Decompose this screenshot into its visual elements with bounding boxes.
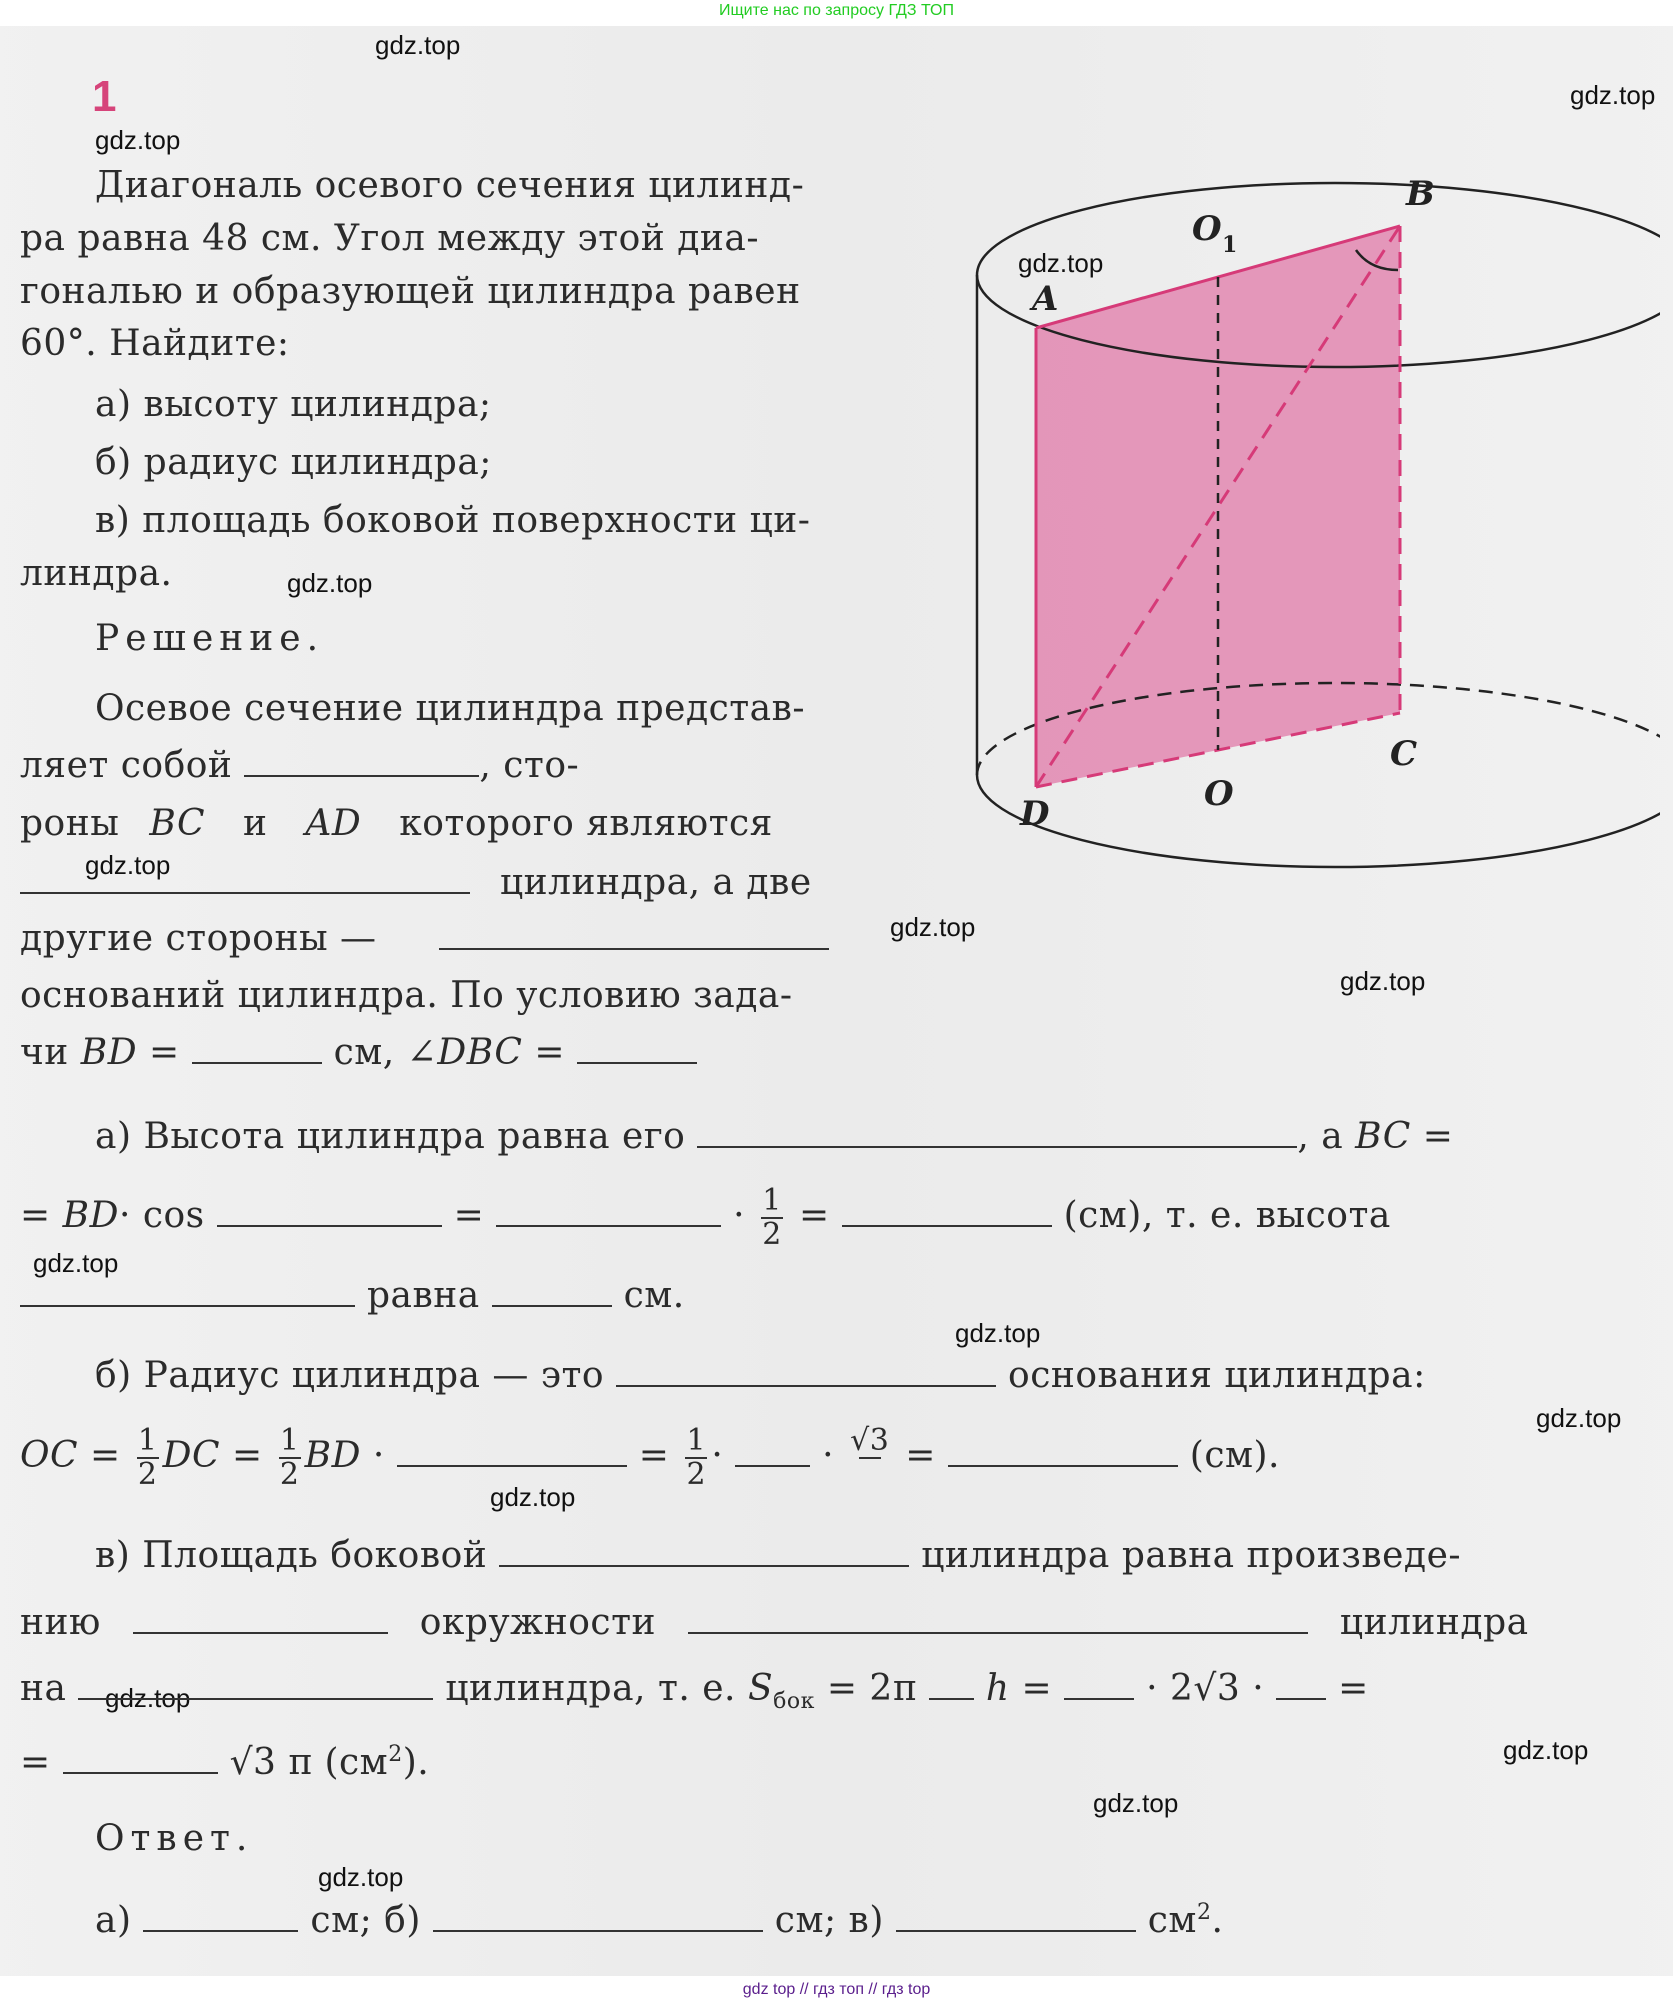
solution-line bbox=[20, 862, 812, 903]
text: а) Высота цилиндра равна его bbox=[95, 1116, 686, 1157]
answer-blank[interactable] bbox=[78, 1668, 433, 1700]
bottom-base-front bbox=[977, 775, 1660, 867]
watermark: gdz.top bbox=[1018, 248, 1104, 278]
part-a-line: = BD· cos = · $\frac{1}{2}$ = (см), т. е. высота bbox=[20, 1183, 1391, 1252]
problem-number: 1 bbox=[92, 72, 117, 121]
answer-blank[interactable] bbox=[1064, 1668, 1134, 1700]
answer-blank[interactable] bbox=[192, 1032, 322, 1064]
watermark: gdz.top bbox=[1503, 1735, 1589, 1765]
part-a-line bbox=[95, 1116, 1453, 1157]
text: см, bbox=[333, 1032, 395, 1073]
text: = bbox=[20, 1195, 51, 1236]
fraction-half: $\frac{1}{2}$ bbox=[137, 1423, 158, 1492]
solution-line: оснований цилиндра. По условию зада- bbox=[20, 975, 793, 1016]
math-ad: AD bbox=[305, 803, 362, 844]
solution-line bbox=[20, 918, 829, 959]
watermark: gdz.top bbox=[318, 1862, 404, 1892]
watermark: gdz.top bbox=[1570, 80, 1656, 110]
text: цилиндра, а две bbox=[499, 862, 812, 903]
answer-blank[interactable] bbox=[20, 1275, 355, 1307]
text: цилиндра равна произведе- bbox=[921, 1535, 1462, 1576]
text: в) Площадь боковой bbox=[95, 1535, 488, 1576]
part-b-line bbox=[95, 1355, 1426, 1396]
text: чи bbox=[20, 1032, 69, 1073]
text: и bbox=[242, 803, 268, 844]
text: см; bbox=[310, 1900, 373, 1941]
solution-line bbox=[20, 803, 773, 844]
math-s: S bbox=[747, 1668, 774, 1709]
answer-title: Ответ. bbox=[95, 1818, 254, 1859]
answer-blank[interactable] bbox=[697, 1116, 1297, 1148]
subscript: бок bbox=[773, 1689, 815, 1715]
answer-blank[interactable] bbox=[133, 1602, 388, 1634]
text: другие стороны — bbox=[20, 918, 377, 959]
answer-blank[interactable] bbox=[948, 1435, 1178, 1467]
cylinder-figure bbox=[960, 160, 1660, 920]
math-angle-dbc: ∠DBC bbox=[406, 1032, 523, 1073]
solution-line bbox=[20, 745, 579, 786]
text: см; bbox=[774, 1900, 837, 1941]
answer-blank[interactable] bbox=[492, 1275, 612, 1307]
answer-blank[interactable] bbox=[577, 1032, 697, 1064]
answer-blank[interactable] bbox=[217, 1195, 442, 1227]
text: = 2π bbox=[826, 1668, 917, 1709]
text: , а bbox=[1297, 1116, 1344, 1157]
answer-c-field[interactable] bbox=[896, 1900, 1136, 1932]
answer-blank[interactable] bbox=[244, 745, 479, 777]
text: = bbox=[534, 1032, 565, 1073]
math-oc: OC bbox=[20, 1435, 79, 1476]
text: цилиндра bbox=[1339, 1602, 1529, 1643]
watermark: gdz.top bbox=[1536, 1403, 1622, 1433]
solution-line: Осевое сечение цилиндра представ- bbox=[95, 688, 806, 729]
text: ). bbox=[402, 1742, 430, 1783]
task-c: в) площадь боковой поверхности ци- bbox=[95, 500, 811, 541]
text: на bbox=[20, 1668, 67, 1709]
text: (см), т. е. высота bbox=[1063, 1195, 1391, 1236]
top-banner[interactable]: Ищите нас по запросу ГДЗ ТОП bbox=[0, 0, 1673, 26]
text: · cos bbox=[118, 1195, 205, 1236]
statement-line: Диагональ осевого сечения цилинд- bbox=[95, 165, 805, 206]
answer-blank[interactable] bbox=[735, 1435, 810, 1467]
text: ляет собой bbox=[20, 745, 233, 786]
label-c: C bbox=[1390, 734, 1418, 774]
superscript: 2 bbox=[388, 1742, 403, 1767]
text: цилиндра, т. е. bbox=[445, 1668, 736, 1709]
answer-blank[interactable] bbox=[1276, 1668, 1326, 1700]
solution-line bbox=[20, 1032, 697, 1073]
text: , сто- bbox=[479, 745, 580, 786]
math-dc: DC bbox=[162, 1435, 221, 1476]
math-bc: BC bbox=[1355, 1116, 1411, 1157]
text: √3 π (см bbox=[229, 1742, 389, 1783]
task-a: а) высоту цилиндра; bbox=[95, 384, 492, 425]
text: окружности bbox=[419, 1602, 657, 1643]
part-c-line bbox=[20, 1742, 429, 1783]
label-o1-sub: 1 bbox=[1222, 232, 1238, 258]
text: (см). bbox=[1189, 1435, 1280, 1476]
watermark: gdz.top bbox=[95, 125, 181, 155]
math-bd: BD bbox=[304, 1435, 361, 1476]
part-b-line: OC = $\frac{1}{2}$ DC = $\frac{1}{2}$ BD · = $\frac{1}{2}$ · · √3 = (см). bbox=[20, 1423, 1280, 1492]
text: в) bbox=[848, 1900, 884, 1941]
text: = bbox=[1422, 1116, 1454, 1157]
watermark: gdz.top bbox=[490, 1482, 576, 1512]
answer-blank[interactable] bbox=[929, 1668, 974, 1700]
answer-line bbox=[95, 1900, 1223, 1941]
text: см. bbox=[623, 1275, 685, 1316]
answer-a-field[interactable] bbox=[143, 1900, 298, 1932]
watermark: gdz.top bbox=[33, 1248, 119, 1278]
answer-blank[interactable] bbox=[496, 1195, 721, 1227]
math-bd: BD bbox=[62, 1195, 119, 1236]
watermark: gdz.top bbox=[287, 568, 373, 598]
fraction-half: $\frac{1}{2}$ bbox=[279, 1423, 300, 1492]
task-c-cont: линдра. bbox=[20, 553, 173, 594]
superscript: 2 bbox=[1196, 1900, 1212, 1925]
statement-line: 60°. Найдите: bbox=[20, 323, 290, 364]
text: = bbox=[1338, 1668, 1369, 1709]
answer-blank[interactable] bbox=[397, 1435, 627, 1467]
label-o: O bbox=[1204, 774, 1234, 814]
text: которого являются bbox=[399, 803, 773, 844]
watermark: gdz.top bbox=[105, 1683, 191, 1713]
task-b: б) радиус цилиндра; bbox=[95, 442, 492, 483]
fraction-half: $\frac{1}{2}$ bbox=[762, 1183, 782, 1252]
math-bc: BC bbox=[149, 803, 205, 844]
answer-blank[interactable] bbox=[439, 918, 829, 950]
answer-blank[interactable] bbox=[499, 1535, 909, 1567]
text: роны bbox=[20, 803, 120, 844]
text: равна bbox=[366, 1275, 480, 1316]
fraction-sqrt3: √3 bbox=[850, 1423, 890, 1458]
text: · 2√3 · bbox=[1146, 1668, 1265, 1709]
text: основания цилиндра: bbox=[1008, 1355, 1426, 1396]
part-c-line bbox=[20, 1668, 1369, 1714]
answer-blank[interactable] bbox=[616, 1355, 996, 1387]
part-c-line bbox=[95, 1535, 1461, 1576]
text: б) bbox=[384, 1900, 421, 1941]
label-o1: O bbox=[1192, 209, 1222, 249]
text: = bbox=[20, 1742, 51, 1783]
watermark: gdz.top bbox=[375, 30, 461, 60]
text: а) bbox=[95, 1900, 132, 1941]
answer-blank[interactable] bbox=[842, 1195, 1052, 1227]
statement-line: ра равна 48 см. Угол между этой диа- bbox=[20, 218, 759, 259]
math-bd: BD bbox=[80, 1032, 138, 1073]
text: = bbox=[1021, 1668, 1053, 1709]
watermark: gdz.top bbox=[1093, 1788, 1179, 1818]
text: см bbox=[1147, 1900, 1197, 1941]
answer-blank[interactable] bbox=[20, 862, 470, 894]
answer-blank[interactable] bbox=[688, 1602, 1308, 1634]
text: = bbox=[149, 1032, 180, 1073]
label-d: D bbox=[1020, 794, 1050, 834]
text: . bbox=[1211, 1900, 1224, 1941]
text: б) Радиус цилиндра — это bbox=[95, 1355, 605, 1396]
solution-title: Решение. bbox=[95, 618, 325, 659]
watermark: gdz.top bbox=[1340, 966, 1426, 996]
fraction-half: $\frac{1}{2}$ bbox=[686, 1423, 707, 1492]
part-a-line bbox=[20, 1275, 685, 1316]
watermark: gdz.top bbox=[955, 1318, 1041, 1348]
label-a: A bbox=[1032, 279, 1059, 319]
part-c-line bbox=[20, 1602, 1529, 1643]
statement-line: гональю и образующей цилиндра равен bbox=[20, 271, 801, 312]
watermark: gdz.top bbox=[85, 850, 171, 880]
answer-b-field[interactable] bbox=[433, 1900, 763, 1932]
math-h: h bbox=[985, 1668, 1010, 1709]
watermark: gdz.top bbox=[890, 912, 976, 942]
footer-links[interactable]: gdz top // гдз топ // гдз top bbox=[0, 1976, 1673, 2003]
answer-blank[interactable] bbox=[63, 1742, 218, 1774]
label-b: B bbox=[1406, 174, 1435, 214]
text: нию bbox=[20, 1602, 101, 1643]
